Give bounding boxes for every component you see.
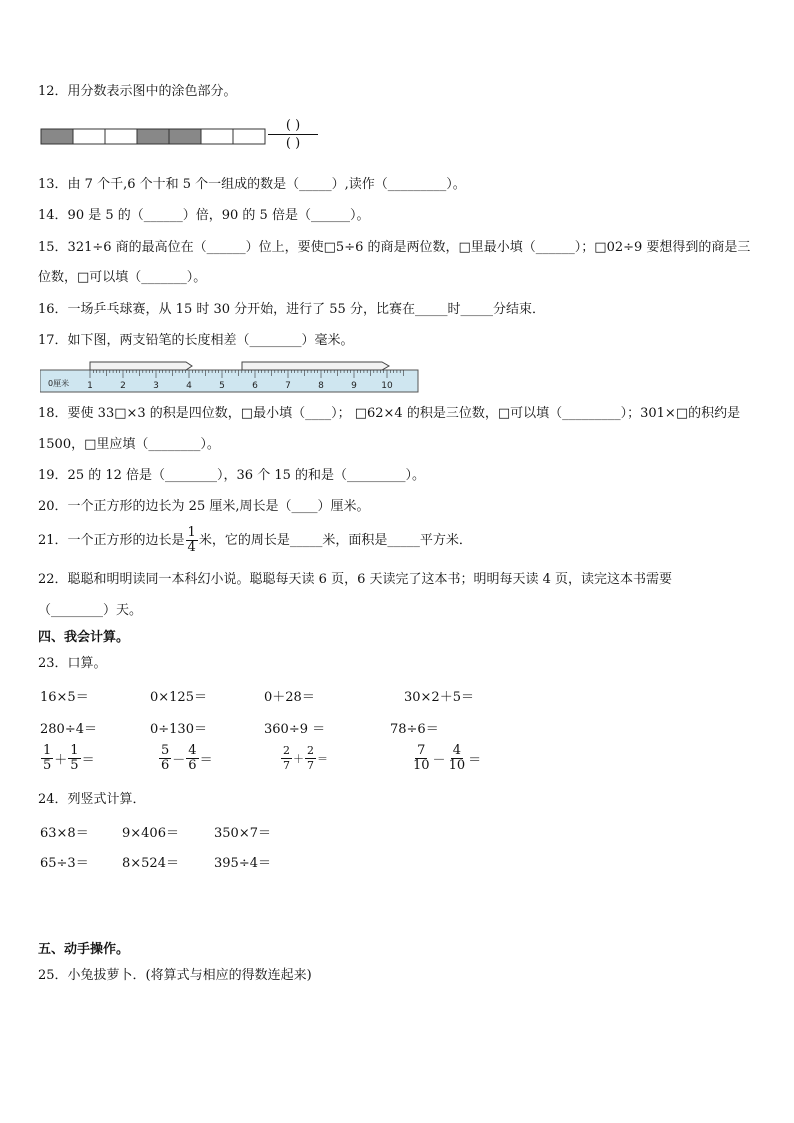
question-17: 17．如下图，两支铅笔的长度相差（________）毫米。 <box>38 333 354 348</box>
calc-1-3: 0＋28＝ <box>264 690 315 705</box>
calc-2-2: 0÷130＝ <box>150 722 207 737</box>
frac-calc-1: $\frac{1}{5}$ ＋ $\frac{1}{5}$ ＝ <box>43 743 95 773</box>
question-19: 19．25 的 12 倍是（________），36 个 15 的和是（_________）。 <box>38 468 426 483</box>
ruler-zero-label: 0厘米 <box>48 379 70 388</box>
question-24: 24．列竖式计算． <box>38 792 146 807</box>
vert-2-2: 8×524＝ <box>122 856 179 871</box>
frac-calc-2: $\frac{5}{6}$ － $\frac{4}{6}$ ＝ <box>161 743 213 773</box>
question-16: 16．一场乒乓球赛，从 15 时 30 分开始，进行了 55 分，比赛在_____时_____分结束． <box>38 302 545 317</box>
ruler-tick-label: 5 <box>219 381 225 391</box>
bar-cell-empty <box>73 129 105 144</box>
vert-2-3: 395÷4＝ <box>214 856 271 871</box>
ruler-tick-label: 8 <box>318 381 324 391</box>
question-15-line1: 15．321÷6 商的最高位在（______）位上，要使□5÷6 的商是两位数，□里最小填（______）；□02÷9 要想得到的商是三 <box>38 240 751 255</box>
question-20: 20．一个正方形的边长为 25 厘米,周长是（____）厘米。 <box>38 499 370 514</box>
ruler-with-pencils <box>40 358 420 394</box>
ruler-body <box>40 370 418 392</box>
vert-1-3: 350×7＝ <box>214 826 271 841</box>
ruler-tick-label: 6 <box>252 381 258 391</box>
ruler-tick-label: 3 <box>153 381 159 391</box>
ruler-figure <box>40 358 420 398</box>
frac-calc-3: $\frac{2}{7}$ ＋ $\frac{2}{7}$ ＝ <box>283 744 328 772</box>
calc-2-3: 360÷9 ＝ <box>264 722 326 737</box>
vert-1-2: 9×406＝ <box>122 826 179 841</box>
section-5-heading: 五、动手操作。 <box>38 942 130 957</box>
calc-1-4: 30×2＋5＝ <box>404 690 474 705</box>
question-23: 23．口算。 <box>38 656 107 671</box>
question-18-line2: 1500，□里应填（________）。 <box>38 437 220 452</box>
vert-2-1: 65÷3＝ <box>40 856 89 871</box>
ruler-tick-label: 4 <box>186 381 192 391</box>
question-12: 12．用分数表示图中的涂色部分。 <box>38 84 237 99</box>
question-22-line1: 22．聪聪和明明读同一本科幻小说。聪聪每天读 6 页，6 天读完了这本书；明明每天读 4 页，读完这本书需要 <box>38 572 673 587</box>
question-14: 14．90 是 5 的（______）倍，90 的 5 倍是（______）。 <box>38 208 370 223</box>
question-25: 25．小兔拔萝卜．(将算式与相应的得数连起来) <box>38 968 312 983</box>
answer-fraction-blank: ( ) ( ) <box>268 117 318 152</box>
ruler-tick-label: 2 <box>120 381 126 391</box>
ruler-tick-label: 1 <box>87 381 93 391</box>
calc-2-4: 78÷6＝ <box>390 722 439 737</box>
bar-cell-empty <box>201 129 233 144</box>
question-22-line2: （________）天。 <box>38 603 143 618</box>
bar-cell-shaded <box>169 129 201 144</box>
fraction-one-quarter: $\frac{1}{4}$ <box>187 525 196 555</box>
pencil-1 <box>90 362 192 370</box>
calc-2-1: 280÷4＝ <box>40 722 97 737</box>
question-18-line1: 18．要使 33□×3 的积是四位数，□最小填（____）； □62×4 的积是三位数，□可以填（_________）；301×□的积约是 <box>38 406 741 421</box>
ruler-tick-label: 10 <box>381 381 393 391</box>
pencil-2 <box>242 362 389 370</box>
question-13: 13．由 7 个千,6 个十和 5 个一组成的数是（_____）,读作（_________）。 <box>38 177 466 192</box>
bar-cell-empty <box>233 129 265 144</box>
ruler-tick-label: 7 <box>285 381 291 391</box>
bar-cell-shaded <box>137 129 169 144</box>
question-21: 21．一个正方形的边长是 $\frac{1}{4}$ 米，它的周长是_____米，面积是_____平方米． <box>38 525 472 555</box>
calc-1-1: 16×5＝ <box>40 690 89 705</box>
vert-1-1: 63×8＝ <box>40 826 89 841</box>
question-15-line2: 位数，□可以填（_______）。 <box>38 270 207 285</box>
bar-cell-empty <box>105 129 137 144</box>
frac-calc-4: $\frac{7}{10}$ － $\frac{4}{10}$ ＝ <box>413 743 482 773</box>
section-4-heading: 四、我会计算。 <box>38 630 130 645</box>
bar-cell-shaded <box>41 129 73 144</box>
calc-1-2: 0×125＝ <box>150 690 207 705</box>
ruler-tick-label: 9 <box>351 381 357 391</box>
